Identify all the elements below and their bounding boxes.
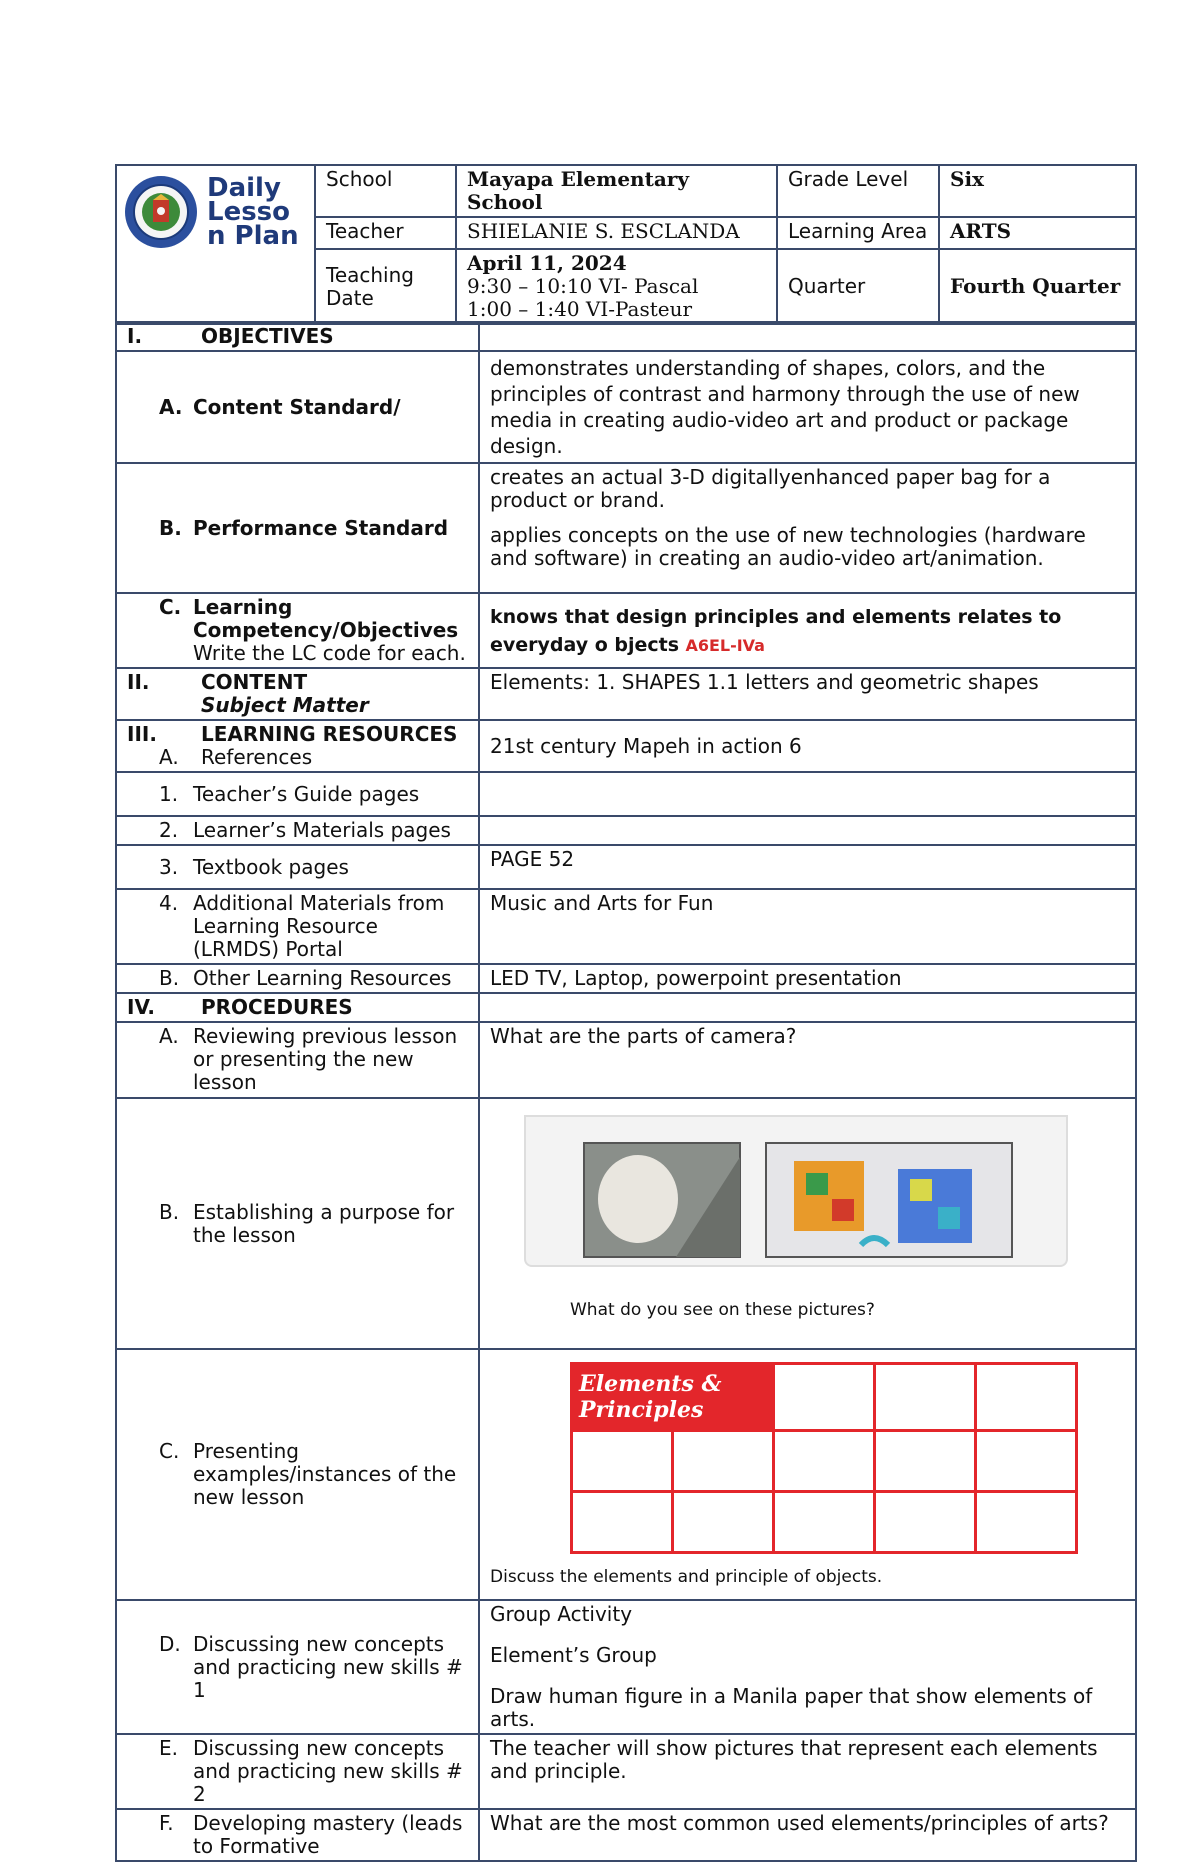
proc-d-label: D. Discussing new concepts and practicing new skills # 1: [116, 1600, 479, 1734]
proc-a-value: What are the parts of camera?: [479, 1022, 1136, 1098]
other-resources-value: LED TV, Laptop, powerpoint presentation: [479, 964, 1136, 993]
proc-d-value: [479, 1600, 1136, 1734]
time-line: 1:00 – 1:40 VI-Pasteur: [467, 297, 693, 321]
proc-b-value: [479, 1098, 1136, 1349]
perf-text: applies concepts on the use of new technologies (hardware and software) in creating an audio-video art/animation.: [490, 523, 1086, 570]
objectives-heading: I. OBJECTIVES: [116, 322, 479, 351]
resources-label: III. LEARNING RESOURCES A. References: [116, 720, 479, 772]
dlp-title-line: Lesso: [207, 197, 291, 227]
poster-tile: [775, 1493, 873, 1551]
school-value: Mayapa Elementary School: [456, 165, 777, 217]
tg-pages-label: 1. Teacher’s Guide pages: [116, 772, 479, 816]
grade-label: Grade Level: [777, 165, 939, 217]
elements-principles-poster: [570, 1362, 1078, 1554]
proc-c-label: C. Presenting examples/instances of the new lesson: [116, 1349, 479, 1600]
proc-a-label: A. Reviewing previous lesson or presenting the new lesson: [116, 1022, 479, 1098]
poster-tile: [977, 1365, 1075, 1429]
content-standard-value: demonstrates understanding of shapes, colors, and the principles of contrast and harmony through the use of new media in creating audio-video art and product or package design.: [479, 351, 1136, 463]
lesson-plan-table: [115, 321, 1137, 1862]
tg-pages-value: [479, 772, 1136, 816]
dlp-title-line: Daily: [207, 173, 281, 203]
proc-f-value: What are the most common used elements/principles of arts?: [479, 1809, 1136, 1861]
school-seal-icon: [123, 174, 199, 250]
poster-tile: [573, 1432, 671, 1490]
proc-d-text: Element’s Group: [490, 1643, 657, 1667]
add-materials-value: Music and Arts for Fun: [479, 889, 1136, 964]
poster-tile: [775, 1365, 873, 1429]
poster-tile: [573, 1493, 671, 1551]
date-value: [456, 249, 777, 324]
content-value: Elements: 1. SHAPES 1.1 letters and geometric shapes: [479, 668, 1136, 720]
pictures-image-icon: [526, 1117, 1066, 1265]
performance-standard-value: [479, 463, 1136, 593]
proc-b-label: B. Establishing a purpose for the lesson: [116, 1098, 479, 1349]
content-standard-label: A. Content Standard/: [116, 351, 479, 463]
proc-d-text: Group Activity: [490, 1602, 633, 1626]
tb-pages-value: PAGE 52: [479, 845, 1136, 889]
poster-tile: [977, 1493, 1075, 1551]
poster-tile: [674, 1493, 772, 1551]
procedures-heading: IV. PROCEDURES: [116, 993, 479, 1022]
add-materials-label: 4. Additional Materials from Learning Resource (LRMDS) Portal: [116, 889, 479, 964]
competency-value: knows that design principles and elements relates to everyday o bjects A6EL-IVa: [479, 593, 1136, 668]
school-label: School: [315, 165, 456, 217]
date-label: Teaching Date: [315, 249, 456, 324]
procedures-value: [479, 993, 1136, 1022]
performance-standard-label: B. Performance Standard: [116, 463, 479, 593]
proc-f-label: F. Developing mastery (leads to Formative: [116, 1809, 479, 1861]
poster-tile: [674, 1432, 772, 1490]
teacher-value: SHIELANIE S. ESCLANDA: [456, 217, 777, 249]
area-value: ARTS: [939, 217, 1136, 249]
competency-label: C. Learning Competency/Objectives Write the LC code for each.: [116, 593, 479, 668]
dlp-title-line: n Plan: [207, 221, 299, 251]
poster-tile: [775, 1432, 873, 1490]
proc-e-value: The teacher will show pictures that represent each elements and principle.: [479, 1734, 1136, 1809]
quarter-value: Fourth Quarter: [939, 249, 1136, 324]
references-value: 21st century Mapeh in action 6: [479, 720, 1136, 772]
poster-title: Elements & Principles: [573, 1365, 772, 1429]
header-table: [115, 164, 1137, 325]
teacher-label: Teacher: [315, 217, 456, 249]
tb-pages-label: 3. Textbook pages: [116, 845, 479, 889]
poster-tile: [977, 1432, 1075, 1490]
quarter-label: Quarter: [777, 249, 939, 324]
lesson-pictures: [524, 1115, 1068, 1267]
proc-e-label: E. Discussing new concepts and practicing new skills # 2: [116, 1734, 479, 1809]
proc-d-text: Draw human figure in a Manila paper that show elements of arts.: [490, 1684, 1093, 1731]
logo-title-cell: [116, 165, 315, 324]
date-line: April 11, 2024: [467, 251, 627, 275]
area-label: Learning Area: [777, 217, 939, 249]
grade-value: Six: [939, 165, 1136, 217]
proc-c-value: [479, 1349, 1136, 1600]
proc-c-text: Discuss the elements and principle of objects.: [490, 1567, 883, 1587]
time-line: 9:30 – 10:10 VI- Pascal: [467, 274, 699, 298]
other-resources-label: B. Other Learning Resources: [116, 964, 479, 993]
perf-text: creates an actual 3-D digitallyenhanced paper bag for a product or brand.: [490, 465, 1051, 512]
lm-pages-label: 2. Learner’s Materials pages: [116, 816, 479, 845]
lc-code: A6EL-IVa: [685, 635, 765, 655]
lm-pages-value: [479, 816, 1136, 845]
poster-tile: [876, 1432, 974, 1490]
proc-b-question: What do you see on these pictures?: [570, 1300, 875, 1320]
poster-tile: [876, 1493, 974, 1551]
poster-tile: [876, 1365, 974, 1429]
objectives-value: [479, 322, 1136, 351]
content-label: II. CONTENT Subject Matter: [116, 668, 479, 720]
